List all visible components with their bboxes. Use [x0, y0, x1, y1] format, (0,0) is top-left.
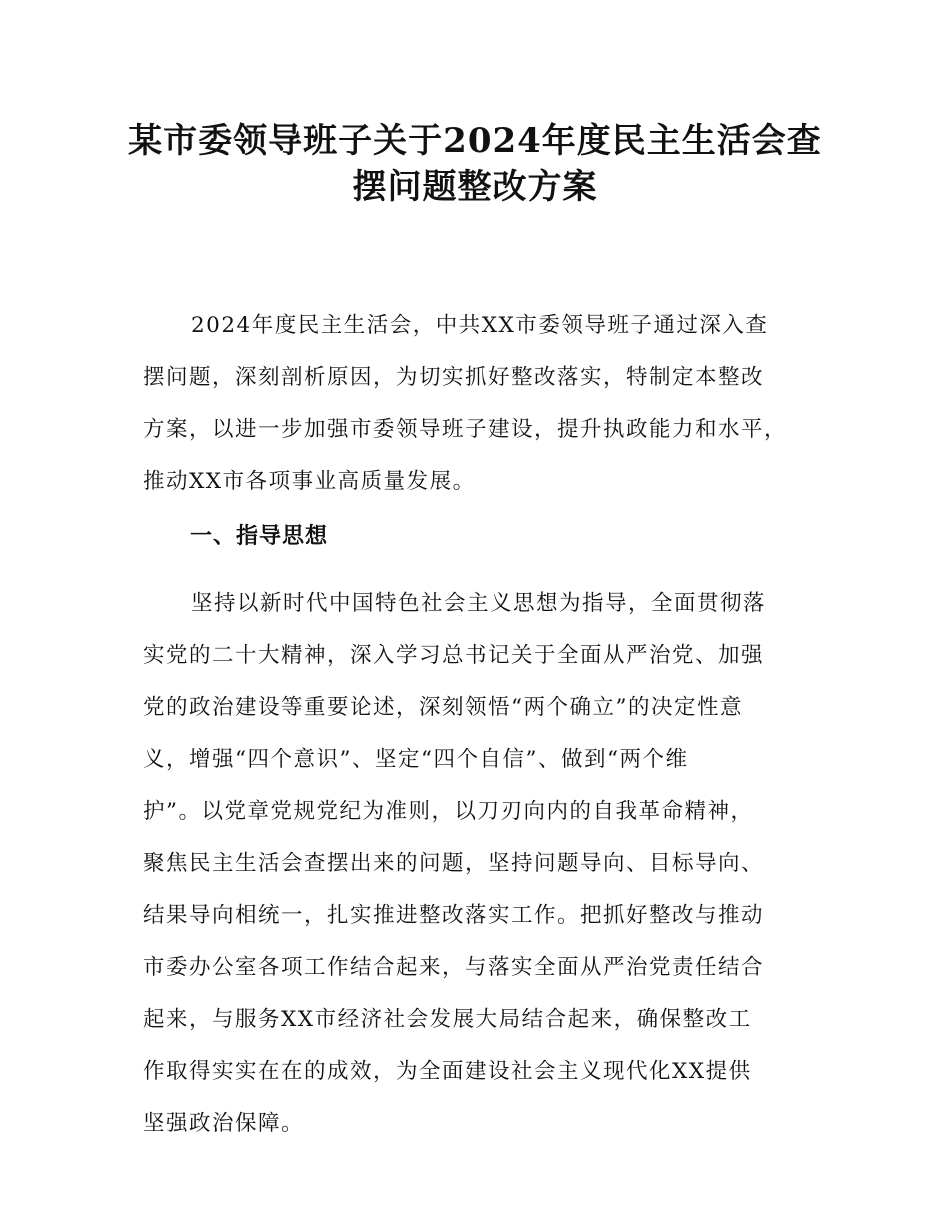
guiding-thought-paragraph — [143, 578, 833, 1150]
section-heading: 一、指导思想 — [190, 524, 329, 549]
body-line: 党的政治建设等重要论述，深刻领悟“两个确立”的决定性意 — [143, 695, 743, 720]
body-line: 义，增强“四个意识”、坚定“四个自信”、做到“两个维 — [143, 747, 689, 772]
body-line: 市委办公室各项工作结合起来，与落实全面从严治党责任结合 — [143, 955, 765, 980]
body-line: 坚持以新时代中国特色社会主义思想为指导，全面贯彻落 — [191, 591, 767, 616]
intro-line: 推动XX市各项事业高质量发展。 — [143, 469, 476, 494]
body-line: 结果导向相统一，扎实推进整改落实工作。把抓好整改与推动 — [143, 903, 765, 928]
intro-line: 2024年度民主生活会，中共XX市委领导班子通过深入查 — [191, 313, 769, 338]
intro-paragraph — [143, 300, 833, 508]
body-line: 实党的二十大精神，深入学习总书记关于全面从严治党、加强 — [143, 643, 765, 668]
intro-line: 方案，以进一步加强市委领导班子建设，提升执政能力和水平， — [143, 417, 788, 442]
body-line: 聚焦民主生活会查摆出来的问题，坚持问题导向、目标导向、 — [143, 851, 765, 876]
document-title-line-2: 摆问题整改方案 — [352, 167, 598, 207]
intro-line: 摆问题，深刻剖析原因，为切实抓好整改落实，特制定本整改 — [143, 365, 765, 390]
body-line: 坚强政治保障。 — [143, 1111, 305, 1136]
body-line: 起来，与服务XX市经济社会发展大局结合起来，确保整改工 — [143, 1007, 752, 1032]
body-line: 护”。以党章党规党纪为准则，以刀刃向内的自我革命精神， — [143, 799, 754, 824]
document-title-line-1: 某市委领导班子关于2024年度民主生活会查 — [128, 121, 822, 161]
body-line: 作取得实实在在的成效，为全面建设社会主义现代化XX提供 — [143, 1059, 752, 1084]
